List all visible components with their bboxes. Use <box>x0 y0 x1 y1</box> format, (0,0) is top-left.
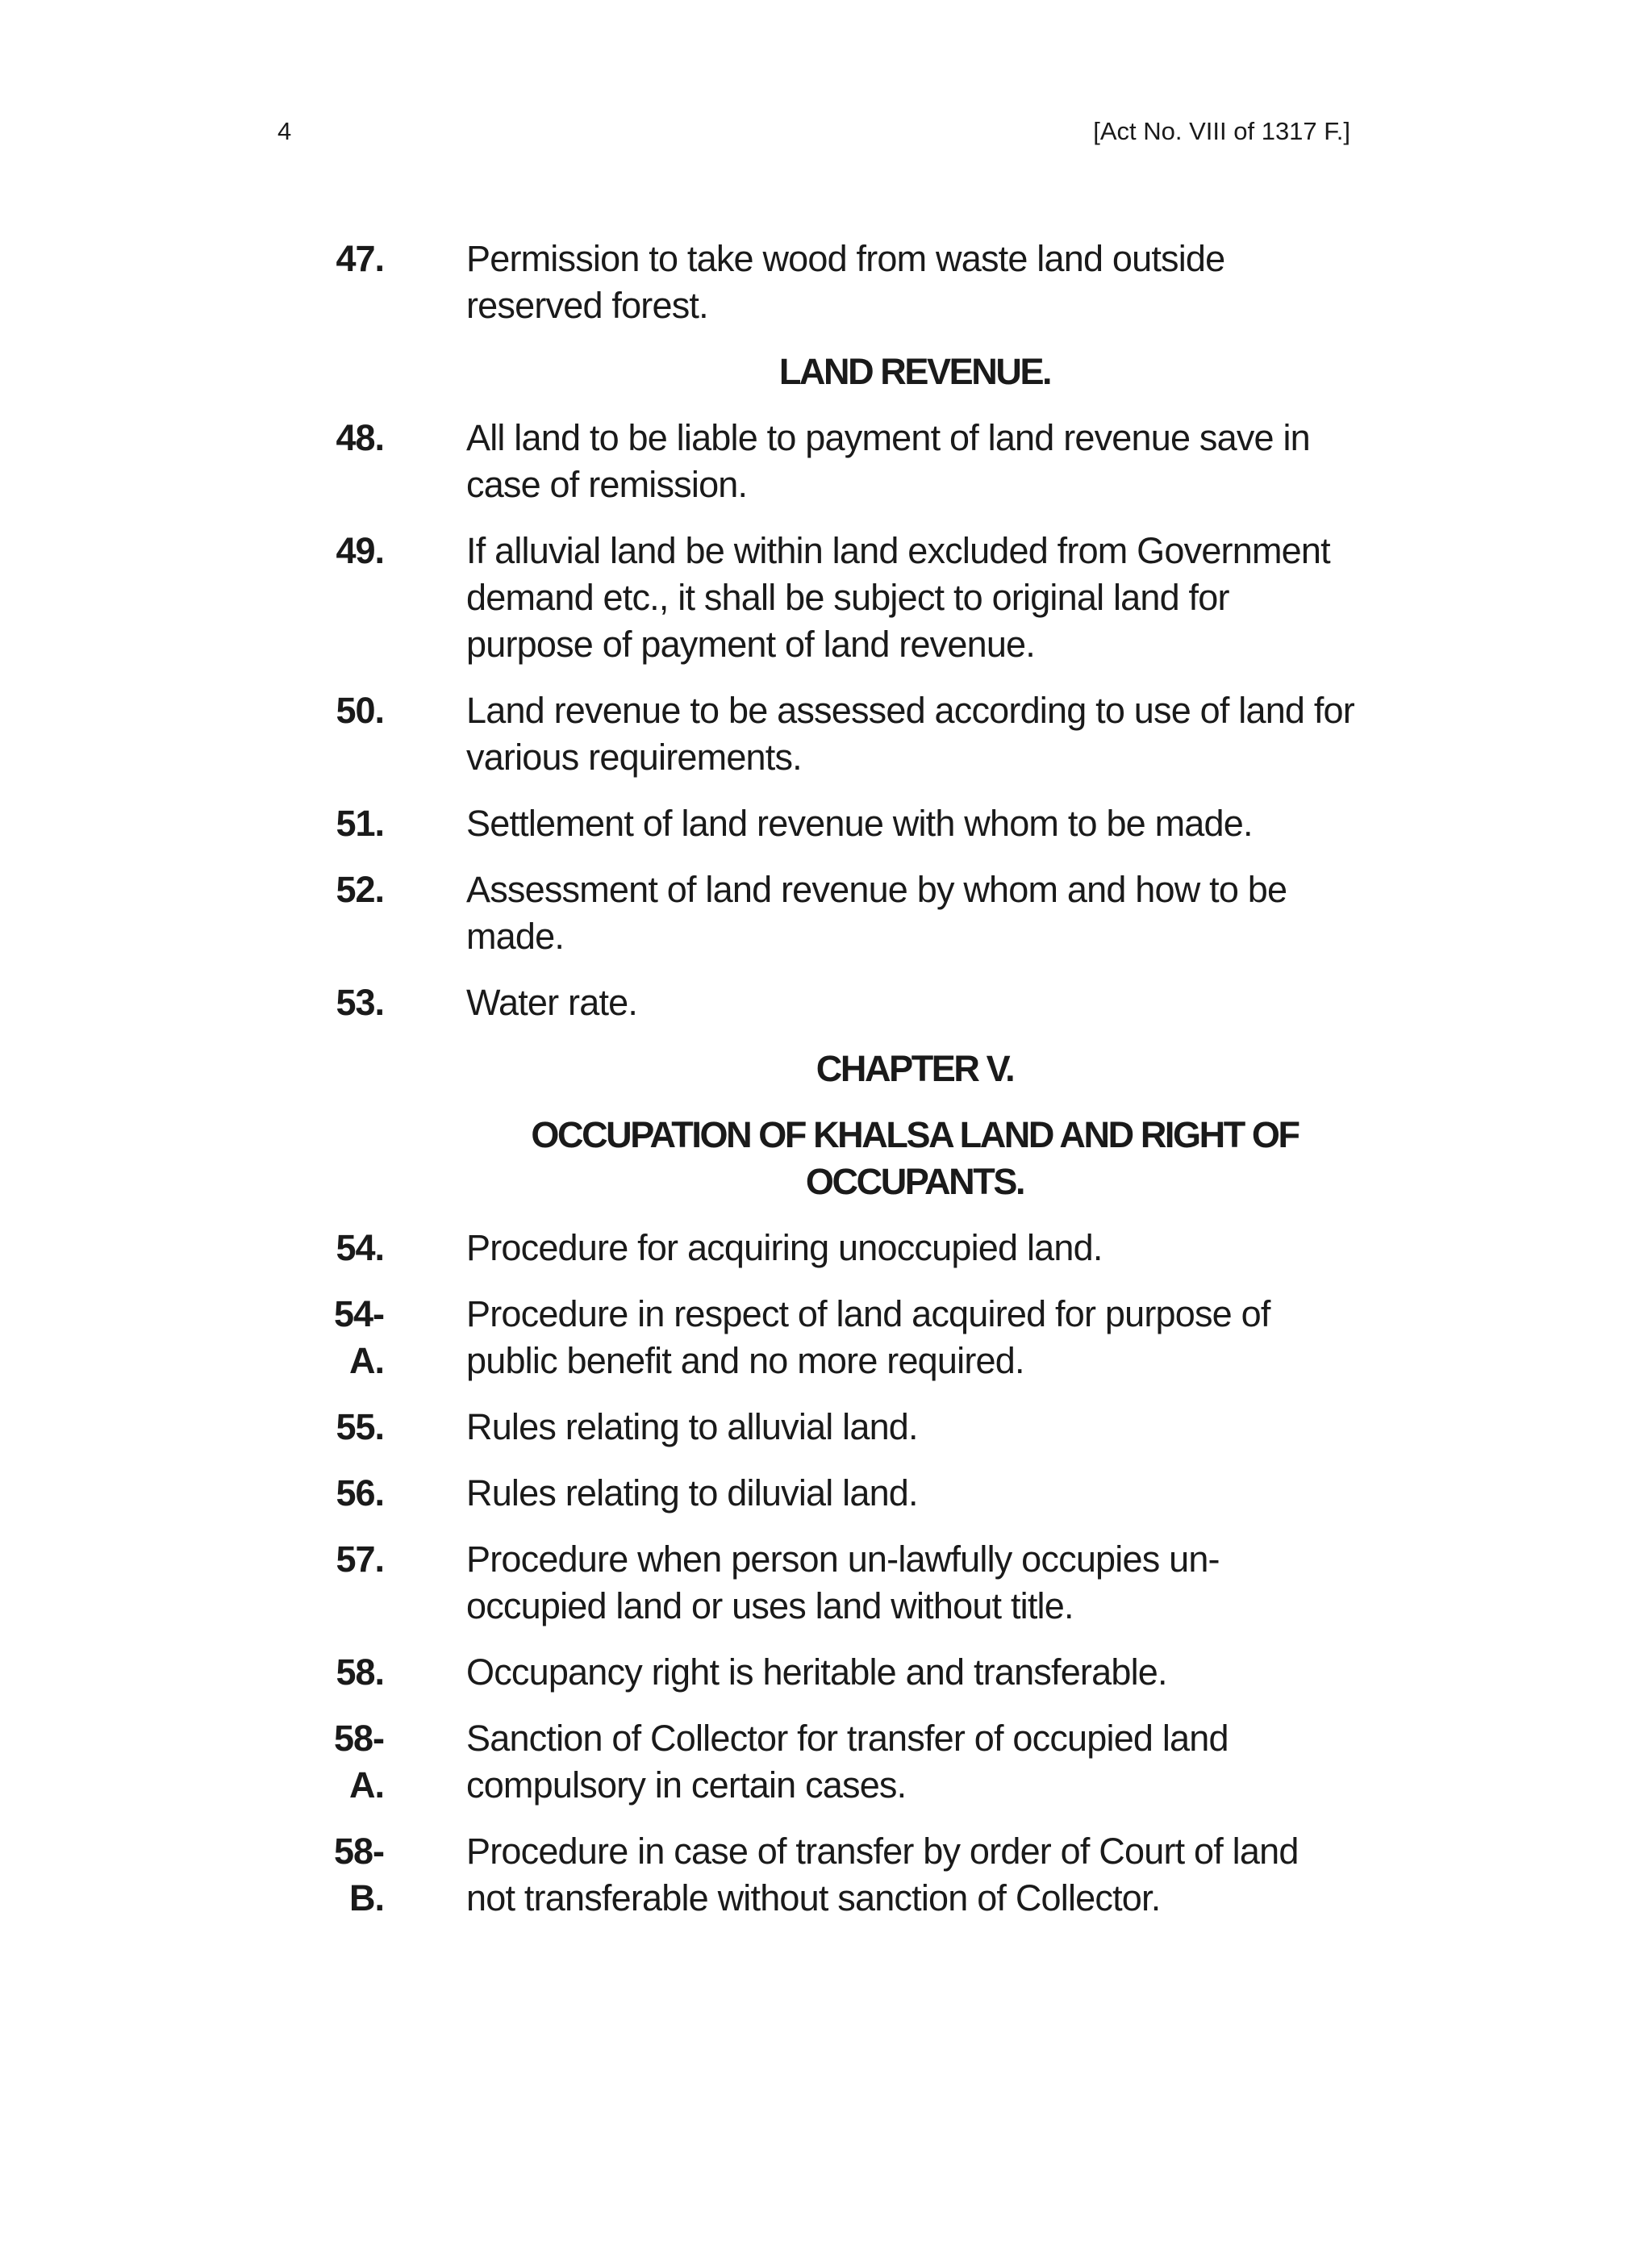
section-number: 54-A. <box>333 1293 384 1381</box>
section-title: Procedure for acquiring unoccupied land. <box>466 1227 1103 1268</box>
section-number: 58-A. <box>333 1718 384 1806</box>
section-entry <box>307 1404 1363 1451</box>
section-number: 47. <box>336 238 384 279</box>
section-title: Procedure in case of transfer by order of Court of land not transferable without sanction of Collector. <box>466 1831 1299 1918</box>
section-entry <box>307 1649 1363 1696</box>
entries-group-c <box>307 1225 1363 1922</box>
section-title: All land to be liable to payment of land revenue save in case of remission. <box>466 417 1310 505</box>
section-entry <box>307 1828 1363 1922</box>
chapter-title: OCCUPATION OF KHALSA LAND AND RIGHT OF OCCUPANTS. <box>531 1114 1299 1202</box>
section-number: 54. <box>336 1227 384 1268</box>
section-title: Procedure when person un-lawfully occupies un-occupied land or uses land without title. <box>466 1539 1220 1626</box>
section-entry <box>307 687 1363 781</box>
section-number: 57. <box>336 1539 384 1580</box>
section-entry <box>307 415 1363 508</box>
section-entry <box>307 236 1363 329</box>
section-heading-land-revenue: LAND REVENUE. <box>778 351 1051 392</box>
section-number: 58-B. <box>333 1831 384 1918</box>
section-entry <box>307 1470 1363 1517</box>
entries-group-a <box>307 236 1363 329</box>
section-title: If alluvial land be within land excluded from Government demand etc., it shall be subject to original land for purpose of payment of land revenue. <box>466 530 1330 665</box>
section-entry <box>307 800 1363 847</box>
section-number: 55. <box>336 1406 384 1447</box>
section-number: 58. <box>336 1651 384 1693</box>
section-entry <box>307 1715 1363 1809</box>
section-number: 50. <box>336 690 384 731</box>
section-entry <box>307 866 1363 960</box>
section-entry <box>307 528 1363 668</box>
table-of-contents <box>307 236 1363 1941</box>
section-title: Rules relating to alluvial land. <box>466 1406 918 1447</box>
entries-group-b <box>307 415 1363 1026</box>
section-entry <box>307 1536 1363 1630</box>
section-title: Settlement of land revenue with whom to be made. <box>466 803 1253 844</box>
section-number: 53. <box>336 982 384 1023</box>
section-number: 49. <box>336 530 384 571</box>
section-title: Procedure in respect of land acquired for purpose of public benefit and no more required. <box>466 1293 1270 1381</box>
section-number: 51. <box>336 803 384 844</box>
section-title: Occupancy right is heritable and transferable. <box>466 1651 1167 1693</box>
section-title: Water rate. <box>466 982 638 1023</box>
section-number: 48. <box>336 417 384 458</box>
section-number: 56. <box>336 1472 384 1513</box>
section-title: Sanction of Collector for transfer of occupied land compulsory in certain cases. <box>466 1718 1229 1806</box>
section-title: Assessment of land revenue by whom and how to be made. <box>466 869 1287 957</box>
section-entry <box>307 1291 1363 1384</box>
running-head: [Act No. VIII of 1317 F.] <box>1093 117 1350 145</box>
page-number: 4 <box>277 117 292 145</box>
section-title: Land revenue to be assessed according to use of land for various requirements. <box>466 690 1354 778</box>
section-entry <box>307 979 1363 1026</box>
section-title: Rules relating to diluvial land. <box>466 1472 918 1513</box>
section-title: Permission to take wood from waste land outside reserved forest. <box>466 238 1225 326</box>
section-number: 52. <box>336 869 384 910</box>
section-entry <box>307 1225 1363 1271</box>
chapter-heading: CHAPTER V. <box>816 1048 1014 1089</box>
